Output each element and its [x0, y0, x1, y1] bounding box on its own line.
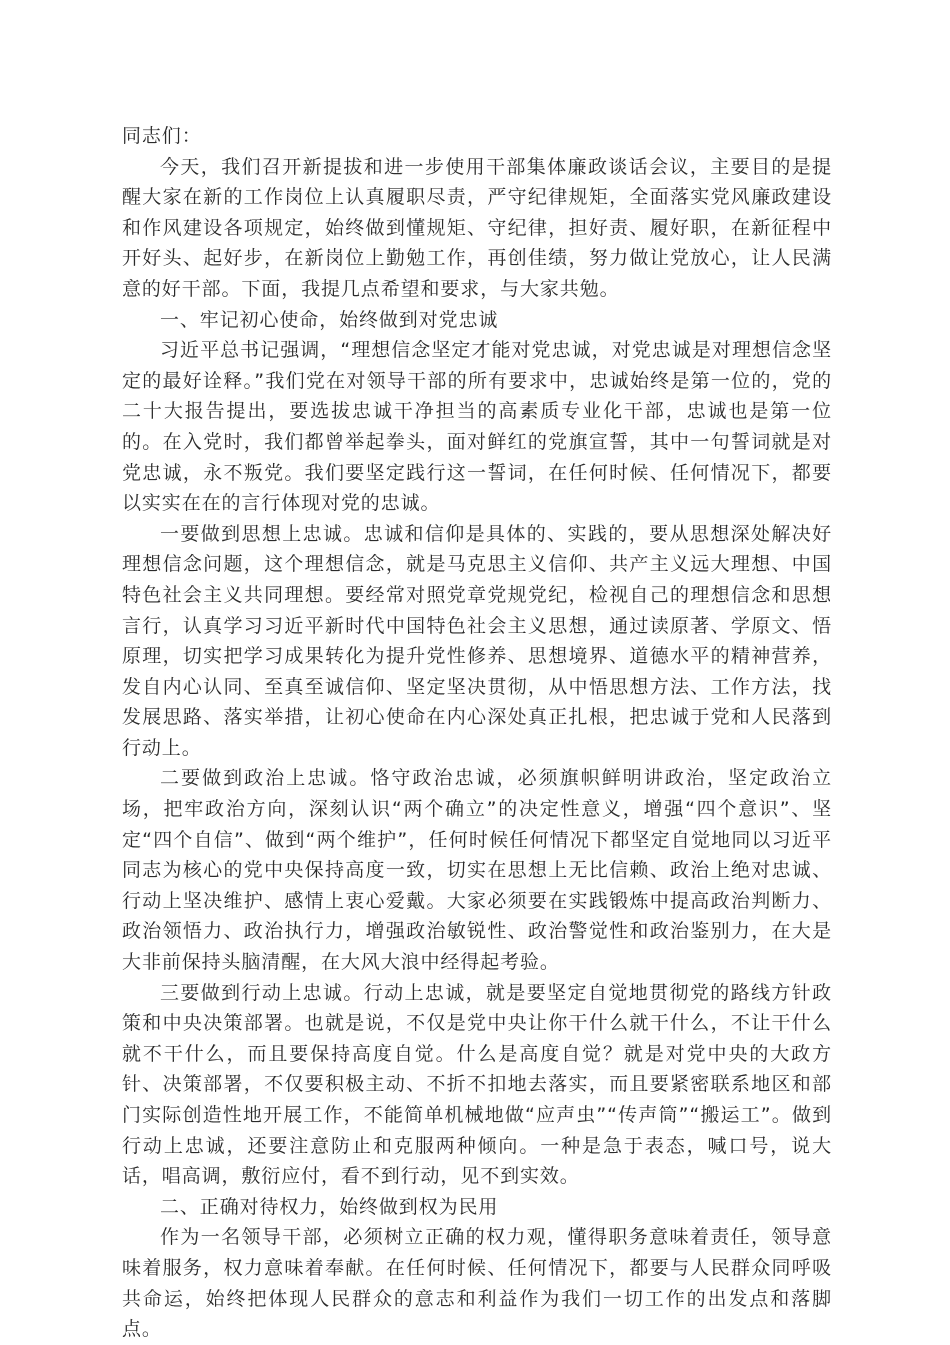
- paragraph-loyalty-overview: 习近平总书记强调，“理想信念坚定才能对党忠诚，对党忠诚是对理想信念坚定的最好诠释。”我们党在对领导干部的所有要求中，忠诚始终是第一位的，党的二十大报告提出，要选拔忠诚干净担当的高素质专业化干部，忠诚也是第一位的。在入党时，我们都曾举起拳头，面对鲜红的党旗宣誓，其中一句誓词就是对党忠诚，永不叛党。我们要坚定践行这一誓词，在任何时候、任何情况下，都要以实实在在的言行体现对党的忠诚。: [122, 339, 832, 515]
- paragraph-action-loyalty: 三要做到行动上忠诚。行动上忠诚，就是要坚定自觉地贯彻党的路线方针政策和中央决策部署。也就是说，不仅是党中央让你干什么就干什么，不让干什么就不干什么，而且要保持高度自觉。什么是高度自觉？就是对党中央的大政方针、决策部署，不仅要积极主动、不折不扣地去落实，而且要紧密联系地区和部门实际创造性地开展工作，不能简单机械地做“应声虫”“传声筒”“搬运工”。做到行动上忠诚，还要注意防止和克服两种倾向。一种是急于表态，喊口号，说大话，唱高调，敷衍应付，看不到行动，见不到实效。: [122, 981, 832, 1188]
- paragraph-power-view: 作为一名领导干部，必须树立正确的权力观，懂得职务意味着责任，领导意味着服务，权力意味着奉献。在任何时候、任何情况下，都要与人民群众同呼吸共命运，始终把体现人民群众的意志和利益作为我们一切工作的出发点和落脚点。: [122, 1226, 832, 1341]
- document-body: [122, 121, 832, 1345]
- paragraph-political-loyalty: 二要做到政治上忠诚。恪守政治忠诚，必须旗帜鲜明讲政治，坚定政治立场，把牢政治方向，深刻认识“两个确立”的决定性意义，增强“四个意识”、坚定“四个自信”、做到“两个维护”，任何时候任何情况下都坚定自觉地同以习近平同志为核心的党中央保持高度一致，切实在思想上无比信赖、政治上绝对忠诚、行动上坚决维护、感情上衷心爱戴。大家必须要在实践锻炼中提高政治判断力、政治领悟力、政治执行力，增强政治敏锐性、政治警觉性和政治鉴别力，在大是大非前保持头脑清醒，在大风大浪中经得起考验。: [122, 767, 832, 974]
- paragraph-ideological-loyalty: 一要做到思想上忠诚。忠诚和信仰是具体的、实践的，要从思想深处解决好理想信念问题，这个理想信念，就是马克思主义信仰、共产主义远大理想、中国特色社会主义共同理想。要经常对照党章党规党纪，检视自己的理想信念和思想言行，认真学习习近平新时代中国特色社会主义思想，通过读原著、学原文、悟原理，切实把学习成果转化为提升党性修养、思想境界、道德水平的精神营养，发自内心认同、至真至诚信仰、坚定坚决贯彻，从中悟思想方法、工作方法，找发展思路、落实举措，让初心使命在内心深处真正扎根，把忠诚于党和人民落到行动上。: [122, 522, 832, 759]
- section-heading-1: 一、牢记初心使命，始终做到对党忠诚: [160, 308, 499, 331]
- section-heading-2: 二、正确对待权力，始终做到权为民用: [160, 1195, 499, 1218]
- paragraph-intro: 今天，我们召开新提拔和进一步使用干部集体廉政谈话会议，主要目的是提醒大家在新的工作岗位上认真履职尽责，严守纪律规矩，全面落实党风廉政建设和作风建设各项规定，始终做到懂规矩、守纪律，担好责、履好职，在新征程中开好头、起好步，在新岗位上勤勉工作，再创佳绩，努力做让党放心，让人民满意的好干部。下面，我提几点希望和要求，与大家共勉。: [122, 155, 832, 300]
- greeting: 同志们：: [122, 125, 202, 147]
